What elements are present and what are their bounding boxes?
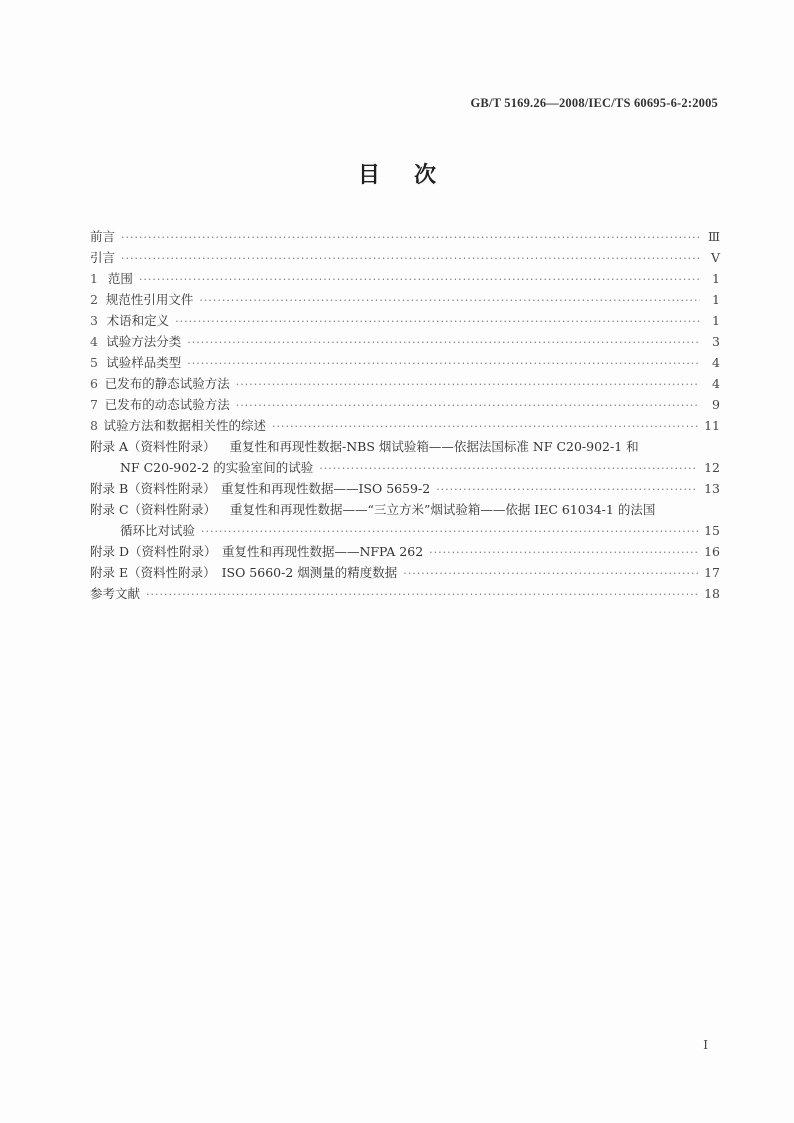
annex-label: 附录 B（资料性附录）: [90, 481, 216, 496]
annex-title-line-1: 重复性和再现性数据——ISO 5659-2: [220, 481, 431, 496]
table-of-contents: [90, 226, 720, 604]
annex-title-line-1: 重复性和再现性数据-NBS 烟试验箱——依据法国标准 NF C20-902-1 和: [229, 439, 639, 454]
toc-entry-text: 前言: [90, 229, 116, 244]
toc-entry-text: 规范性引用文件: [105, 292, 194, 307]
toc-section-number: 7: [90, 397, 98, 412]
annex-label: 附录 E（资料性附录）: [90, 565, 216, 580]
toc-leader-dots: [236, 395, 700, 416]
annex-title-line-2: 循环比对试验: [120, 523, 196, 538]
toc-leader-dots: [403, 563, 698, 584]
toc-leader-dots: [201, 521, 698, 542]
toc-section-number: 4: [90, 334, 98, 349]
toc-entry-text: 范围: [107, 271, 133, 286]
toc-entry-text: 引言: [90, 250, 116, 265]
toc-leader-dots: [319, 458, 698, 479]
toc-leader-dots: [146, 584, 698, 605]
toc-page-number: 3: [712, 334, 720, 349]
toc-page-number: 1: [712, 313, 720, 328]
toc-entry-text: 参考文献: [90, 586, 141, 601]
toc-entry-section-7[interactable]: [90, 394, 720, 415]
toc-entry-text: 试验方法和数据相关性的综述: [103, 418, 267, 433]
toc-entry-annex-e[interactable]: [90, 562, 720, 583]
annex-title-line-1: 重复性和再现性数据——NFPA 262: [221, 544, 424, 559]
toc-leader-dots: [121, 227, 700, 248]
toc-page-number: 15: [704, 523, 720, 538]
toc-entry-text: 试验方法分类: [106, 334, 182, 349]
toc-page-number: 18: [704, 586, 720, 601]
toc-leader-dots: [187, 353, 700, 374]
toc-page-number: 9: [712, 397, 720, 412]
toc-page-number: 1: [712, 292, 720, 307]
annex-title-line-1: ISO 5660-2 烟测量的精度数据: [221, 565, 398, 580]
toc-entry-section-2[interactable]: [90, 289, 720, 310]
toc-entry-text: 已发布的动态试验方法: [104, 397, 230, 412]
toc-entry-section-8[interactable]: [90, 415, 720, 436]
toc-entry-references[interactable]: [90, 583, 720, 604]
toc-entry-annex-d[interactable]: [90, 541, 720, 562]
toc-page-number: Ⅴ: [710, 250, 720, 265]
toc-leader-dots: [121, 248, 700, 269]
toc-page-number: 13: [704, 481, 720, 496]
toc-leader-dots: [436, 479, 698, 500]
toc-leader-dots: [139, 269, 700, 290]
toc-entry-section-5[interactable]: [90, 352, 720, 373]
toc-entry-section-4[interactable]: [90, 331, 720, 352]
toc-page-number: 1: [712, 271, 720, 286]
toc-leader-dots: [272, 416, 698, 437]
page-title: 目次: [357, 163, 470, 188]
toc-page-number: Ⅲ: [707, 229, 720, 244]
toc-entry-text: 术语和定义: [106, 313, 170, 328]
toc-entry-text: 试验样品类型: [106, 355, 182, 370]
toc-entry-section-6[interactable]: [90, 373, 720, 394]
toc-leader-dots: [429, 542, 698, 563]
toc-entry-section-3[interactable]: [90, 310, 720, 331]
annex-label: 附录 C（资料性附录）: [90, 502, 217, 517]
toc-page-number: 4: [712, 355, 720, 370]
toc-section-number: 1: [90, 271, 98, 286]
toc-section-number: 2: [90, 292, 98, 307]
annex-label: 附录 D（资料性附录）: [90, 544, 217, 559]
toc-entry-annex-a[interactable]: [90, 436, 720, 478]
toc-page-number: 11: [704, 418, 720, 433]
toc-section-number: 3: [90, 313, 98, 328]
toc-entry-introduction[interactable]: [90, 247, 720, 268]
toc-leader-dots: [236, 374, 700, 395]
annex-title-line-1: 重复性和再现性数据——“三立方米”烟试验箱——依据 IEC 61034-1 的法国: [230, 502, 656, 517]
toc-section-number: 8: [90, 418, 98, 433]
toc-page-number: 4: [712, 376, 720, 391]
toc-section-number: 6: [90, 376, 98, 391]
toc-page-number: 16: [704, 544, 720, 559]
toc-leader-dots: [175, 311, 700, 332]
toc-section-number: 5: [90, 355, 98, 370]
toc-entry-annex-c[interactable]: [90, 499, 720, 541]
toc-leader-dots: [187, 332, 700, 353]
toc-leader-dots: [199, 290, 700, 311]
footer-page-number: I: [703, 1038, 708, 1052]
toc-page-number: 12: [704, 460, 720, 475]
annex-title-line-2: NF C20-902-2 的实验室间的试验: [120, 460, 314, 475]
toc-page-number: 17: [704, 565, 720, 580]
toc-entry-foreword[interactable]: [90, 226, 720, 247]
toc-entry-section-1[interactable]: [90, 268, 720, 289]
standard-code: GB/T 5169.26—2008/IEC/TS 60695-6-2:2005: [470, 96, 718, 110]
toc-entry-text: 已发布的静态试验方法: [104, 376, 230, 391]
toc-entry-annex-b[interactable]: [90, 478, 720, 499]
annex-label: 附录 A（资料性附录）: [90, 439, 216, 454]
